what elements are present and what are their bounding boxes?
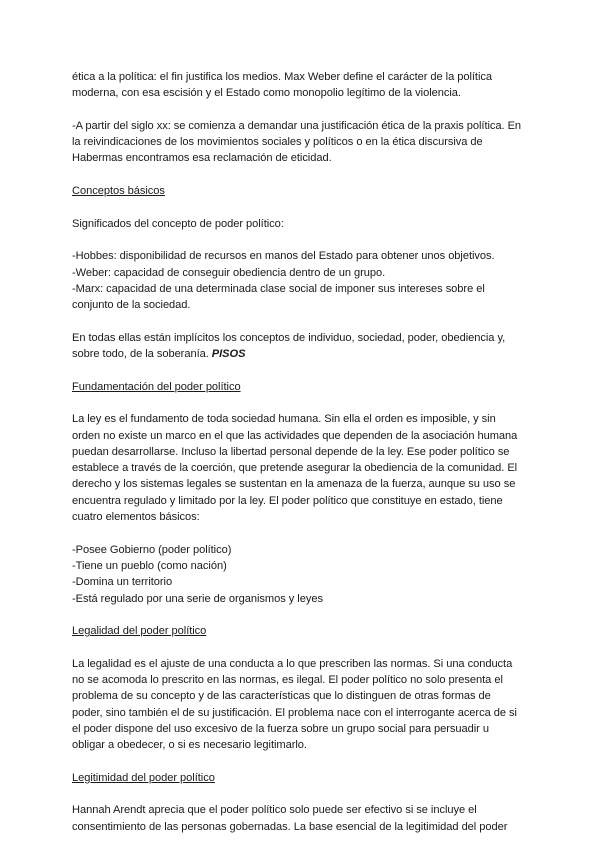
- paragraph-legalidad: La legalidad es el ajuste de una conducta a lo que prescriben las normas. Si una conducta no se acomoda lo prescrito en las normas, es ilegal. El poder político no solo presenta el problema de su concepto y de las características que lo distinguen de otras formas de poder, sino también el de su justificación. El problema nace con el interrogante acerca de si el poder dispone del uso excesivo de la fuerza sobre un grupo social para persuadir u obligar a obedecer, o si es necesario legitimarlo.: [72, 657, 517, 752]
- heading-legalidad: Legalidad del poder político: [72, 625, 207, 638]
- heading-legitimidad: Legitimidad del poder político: [72, 771, 215, 784]
- heading-fundamentacion: Fundamentación del poder político: [72, 380, 241, 393]
- paragraph-ley: La ley es el fundamento de toda sociedad humana. Sin ella el orden es imposible, y sin orden no existe un marco en el que las actividades que dependen de la asociación humana puedan desarrollarse. Incluso la libertad personal depende de la ley. Ese poder político se establece a través de la coerción, que pretende asegurar la obediencia de la comunidad. El derecho y los sistemas legales se sustentan en la amenaza de la fuerza, aunque su uso se encuentra regulado y limitado por la ley. El poder político que constituye en estado, tiene cuatro elementos básicos:: [72, 413, 518, 524]
- emphasis-pisos: PISOS: [211, 348, 246, 361]
- paragraph-implicitos: [72, 330, 530, 363]
- paragraph-significados: Significados del concepto de poder político:: [72, 217, 284, 230]
- paragraph-implicitos-text: En todas ellas están implícitos los conceptos de individuo, sociedad, poder, obediencia y, sobre todo, de la soberanía.: [72, 331, 506, 361]
- list-conceptos: -Hobbes: disponibilidad de recursos en manos del Estado para obtener unos objetivos. -Weber: capacidad de conseguir obediencia dentro de un grupo. -Marx: capacidad de una determinada clase social de imponer sus intereses sobre el conjunto de la sociedad.: [72, 250, 495, 312]
- heading-conceptos-basicos: Conceptos básicos: [72, 185, 165, 198]
- paragraph-arendt: Hannah Arendt aprecia que el poder político solo puede ser efectivo si se incluye el consentimiento de las personas gobernadas. La base esencial de la legitimidad del poder: [72, 804, 508, 833]
- paragraph-siglo-xx: -A partir del siglo xx: se comienza a demandar una justificación ética de la praxis política. En la reivindicaciones de los movimientos sociales y políticos o en la ética discursiva de Habermas encontramos esa reclamación de eticidad.: [72, 119, 522, 165]
- paragraph-weber: ética a la política: el fin justifica los medios. Max Weber define el carácter de la política moderna, con esa escisión y el Estado como monopolio legítimo de la violencia.: [72, 71, 492, 100]
- list-elementos-basicos: -Posee Gobierno (poder político) -Tiene un pueblo (como nación) -Domina un territorio -Está regulado por una serie de organismos y leyes: [72, 543, 323, 605]
